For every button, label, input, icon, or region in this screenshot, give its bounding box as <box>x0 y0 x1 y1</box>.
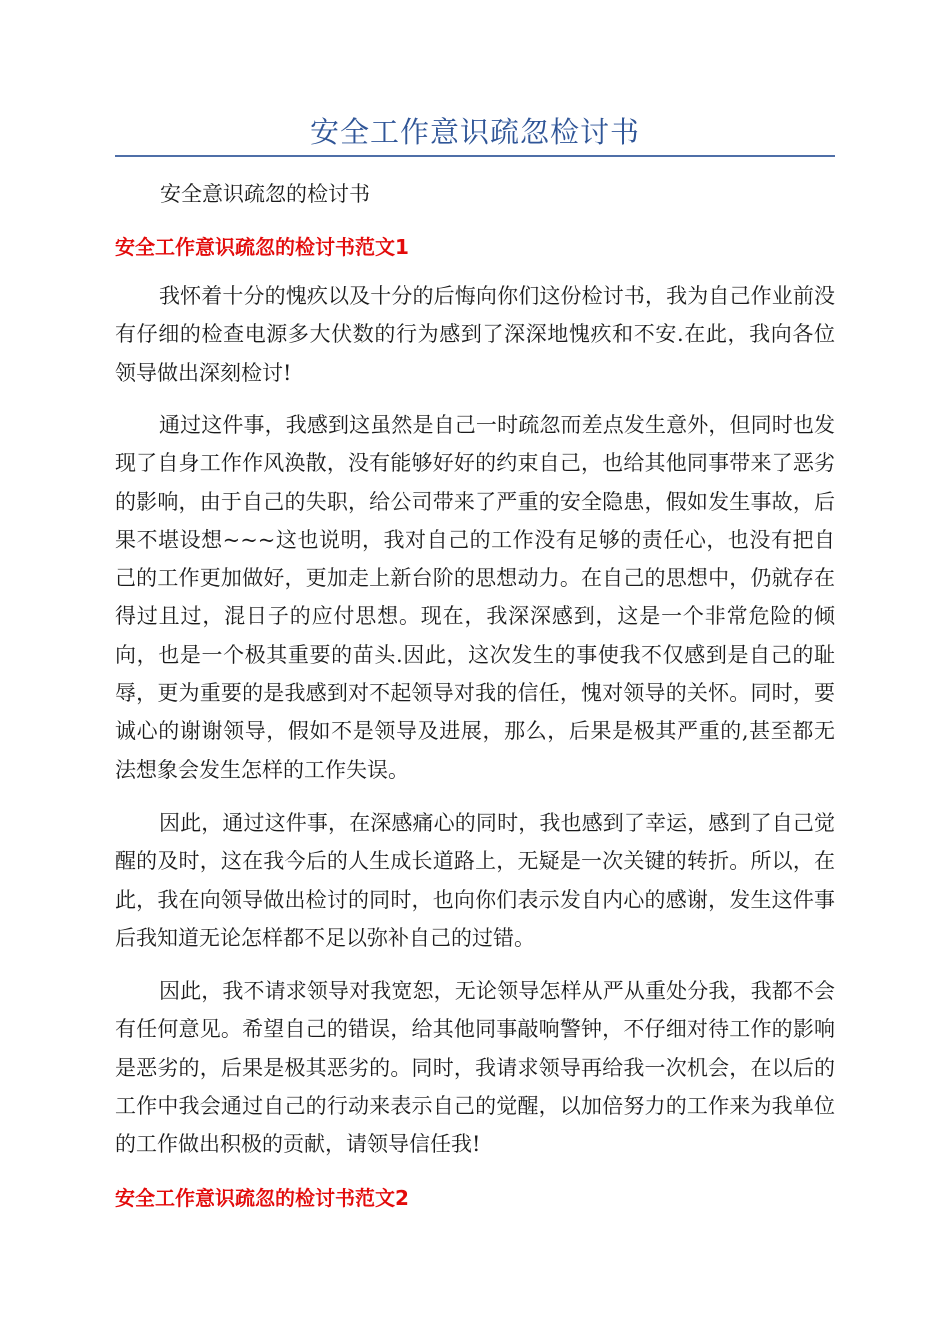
document-title: 安全工作意识疏忽检讨书 <box>309 115 640 149</box>
paragraph-3: 因此，通过这件事，在深感痛心的同时，我也感到了幸运，感到了自己觉醒的及时，这在我今后的人生成长道路上，无疑是一次关键的转折。所以，在此，我在向领导做出检讨的同时，也向你们表示发自内心的感谢，发生这件事后我知道无论怎样都不足以弥补自己的过错。 <box>115 811 835 950</box>
section-heading-1: 安全工作意识疏忽的检讨书范文1 <box>115 235 409 259</box>
paragraph-2: 通过这件事，我感到这虽然是自己一时疏忽而差点发生意外，但同时也发现了自身工作作风涣散，没有能够好好的约束自己，也给其他同事带来了恶劣的影响，由于自己的失职，给公司带来了严重的安全隐患，假如发生事故，后果不堪设想~~~这也说明，我对自己的工作没有足够的责任心，也没有把自己的工作更加做好，更加走上新台阶的思想动力。在自己的思想中，仍就存在得过且过，混日子的应付思想。现在，我深深感到，这是一个非常危险的倾向，也是一个极其重要的苗头.因此，这次发生的事使我不仅感到是自己的耻辱，更为重要的是我感到对不起领导对我的信任，愧对领导的关怀。同时，要诚心的谢谢领导，假如不是领导及进展，那么，后果是极其严重的,甚至都无法想象会发生怎样的工作失误。 <box>115 413 835 782</box>
paragraph-4: 因此，我不请求领导对我宽恕，无论领导怎样从严从重处分我，我都不会有任何意见。希望自己的错误，给其他同事敲响警钟，不仔细对待工作的影响是恶劣的，后果是极其恶劣的。同时，我请求领导再给我一次机会，在以后的工作中我会通过自己的行动来表示自己的觉醒，以加倍努力的工作来为我单位的工作做出积极的贡献，请领导信任我! <box>115 979 835 1157</box>
title-underline <box>115 155 835 157</box>
paragraph-1: 我怀着十分的愧疚以及十分的后悔向你们这份检讨书，我为自己作业前没有仔细的检查电源多大伏数的行为感到了深深地愧疚和不安.在此，我向各位领导做出深刻检讨! <box>115 284 835 385</box>
document-subtitle: 安全意识疏忽的检讨书 <box>160 182 370 206</box>
section-heading-2: 安全工作意识疏忽的检讨书范文2 <box>115 1186 409 1210</box>
